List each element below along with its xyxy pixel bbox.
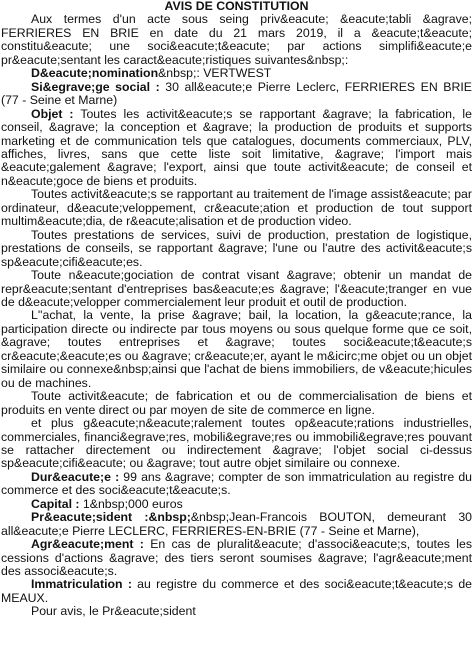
president-label: Pr&eacute;sident :&nbsp; (31, 510, 191, 525)
duree-paragraph (1, 471, 472, 498)
capital-label: Capital : (31, 496, 80, 511)
denomination-label: D&eacute;nomination (31, 66, 159, 81)
objet-paragraph-image (1, 188, 472, 228)
agrement-label: Agr&eacute;ment : (31, 537, 144, 552)
president-text: &nbsp;Jean-Francois BOUTON, demeurant 30 all&eacute;e Pierre LECLERC, FERRIERES-EN-BRIE (77 - Seine et Marne), (1, 510, 472, 538)
paragraph-text: Toute activit&eacute; de fabrication et ou de commercialisation de biens et produits en vente direct ou par moyen de site de commerce en ligne. (1, 389, 472, 417)
paragraph-text: Toutes prestations de services, suivi de production, prestation de logistique, prestations de conseils, se rapportant &agrave; l'une ou l'autre des activit&eacute;s sp&eacute;cifi&eacute;es. (1, 227, 472, 269)
immatriculation-paragraph (1, 578, 472, 605)
objet-paragraph-mandat (1, 269, 472, 309)
capital-paragraph (1, 498, 472, 511)
paragraph-text: Aux termes d'un acte sous seing priv&eacute; &eacute;tabli &agrave; FERRIERES EN BRIE en date du 21 mars 2019, il a &eacute;t&eacute; constitu&eacute; une soci&eacute;t&eacute; par actions simplifi&eacute;e pr&eacute;sentant les caract&eacute;ristiques suivantes&nbsp;: (1, 12, 472, 67)
immatriculation-text: au registre du commerce et des soci&eacute;t&eacute;s de MEAUX. (1, 577, 473, 605)
paragraph-text: et plus g&eacute;n&eacute;ralement toutes op&eacute;rations industrielles, commerciales, financi&egrave;res, mobili&egrave;res ou immobili&egrave;res pouvant se rattacher directement ou indirectement &agrave; l'objet social ci-dessus sp&eacute;cifi&eacute; ou &agrave; tout autre objet similaire ou connexe. (1, 416, 472, 471)
signature-text: Pour avis, le Pr&eacute;sident (31, 604, 196, 619)
objet-label: Objet : (31, 106, 74, 121)
siege-social-paragraph (1, 81, 472, 108)
agrement-paragraph (1, 538, 472, 578)
immatriculation-label: Immatriculation : (31, 577, 132, 592)
objet-text: Toutes les activit&eacute;s se rapportant &agrave; la fabrication, le conseil, &agrave; la conception et &agrave; la production de produits et supports marketing et de communication tels que catalogues, documents commerciaux, PLV, affiches, livres, sans que cette liste soit limitative, &agrave; l'import mais &eacute;galement &agrave; l'export, ainsi que toute activit&eacute; de conseil et n&eacute;goce de biens et produits. (1, 106, 472, 188)
duree-text: 99 ans &agrave; compter de son immatriculation au registre du commerce et des soci&eacute;t&eacute;s. (1, 469, 473, 498)
paragraph-text: Toutes activit&eacute;s se rapportant au traitement de l'image assist&eacute; par ordinateur, d&eacute;veloppement, cr&eacute;ation et production de tout support multim&eacute;dia, de r&eacute;alisation et de production video. (1, 187, 472, 229)
objet-paragraph-services (1, 229, 472, 269)
objet-paragraph (1, 108, 472, 189)
paragraph-text: L''achat, la vente, la prise &agrave; bail, la location, la g&eacute;rance, la participation directe ou indirecte par tous moyens ou sous quelque forme que ce soit, &agrave; toutes entreprises et &agrave; toutes soci&eacute;t&eacute;s cr&eacute;&eacute;es ou &agrave; cr&eacute;er, ayant le m&icirc;me objet ou un objet similaire ou connexe&nbsp;ainsi que l'achat de biens immobiliers, de v&eacute;hicules ou de machines. (1, 308, 472, 390)
notice-title: AVIS DE CONSTITUTION (164, 0, 309, 13)
signature-line (1, 605, 472, 618)
agrement-text: En cas de pluralit&eacute; d'associ&eacute;s, toutes les cessions d'actions &agrave; des tiers seront soumises &agrave; l'agr&eacute;ment des associ&eacute;s. (1, 537, 472, 579)
objet-paragraph-achat (1, 309, 472, 390)
denomination-value: &nbsp;: VERTWEST (158, 66, 272, 81)
capital-value: 1&nbsp;000 euros (79, 496, 183, 511)
duree-label: Dur&eacute;e : (31, 469, 120, 484)
siege-social-value: 30 all&eacute;e Pierre Leclerc, FERRIERES EN BRIE (77 - Seine et Marne) (1, 79, 473, 108)
president-paragraph (1, 511, 472, 538)
intro-paragraph (1, 13, 472, 67)
paragraph-text: Toute n&eacute;gociation de contrat visant &agrave; obtenir un mandat de repr&eacute;sentant d'entreprises bas&eacute;es &agrave; l'&eacute;tranger en vue de d&eacute;velopper commercialement leur produit et outil de production. (1, 268, 472, 309)
objet-paragraph-general (1, 417, 472, 471)
denomination-paragraph (1, 67, 472, 80)
objet-paragraph-fabrication (1, 390, 472, 417)
siege-social-label: Si&egrave;ge social : (31, 79, 160, 94)
